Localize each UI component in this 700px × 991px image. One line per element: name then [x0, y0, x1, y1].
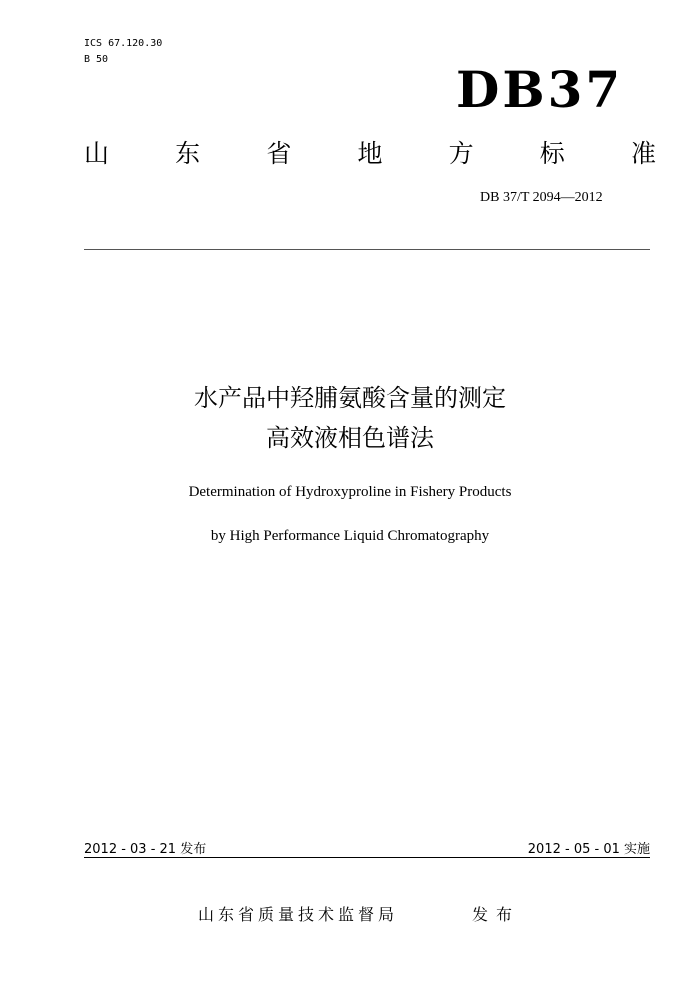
header-divider — [84, 249, 650, 250]
footer-divider — [84, 857, 650, 858]
ccs-code: B 50 — [84, 54, 109, 65]
standard-type-char: 方 — [448, 139, 474, 168]
standard-type-char: 山 — [84, 139, 110, 168]
standard-code: DB 37/T 2094—2012 — [480, 190, 603, 205]
standard-type-char: 标 — [539, 139, 565, 168]
standard-type-heading — [84, 134, 656, 174]
issue-label: 发布 — [472, 905, 521, 924]
implementation-date: 2012 - 05 - 01 实施 — [527, 842, 650, 857]
standard-type-char: 准 — [630, 139, 656, 168]
title-zh-line2: 高效液相色谱法 — [266, 424, 434, 452]
issuing-authority: 山东省质量技术监督局 — [198, 905, 399, 924]
standard-type-char: 省 — [266, 139, 292, 168]
classification-codes — [84, 36, 162, 68]
standard-type-char: 地 — [357, 139, 383, 168]
db37-logo: DB37 — [456, 60, 624, 119]
title-zh-line1: 水产品中羟脯氨酸含量的测定 — [194, 384, 506, 412]
title-en-line1: Determination of Hydroxyproline in Fishery Products — [188, 484, 512, 500]
title-en-line2: by High Performance Liquid Chromatography — [210, 528, 490, 544]
standard-type-char: 东 — [175, 139, 201, 168]
ics-code: ICS 67.120.30 — [84, 38, 163, 49]
publish-date: 2012 - 03 - 21 发布 — [84, 842, 207, 857]
